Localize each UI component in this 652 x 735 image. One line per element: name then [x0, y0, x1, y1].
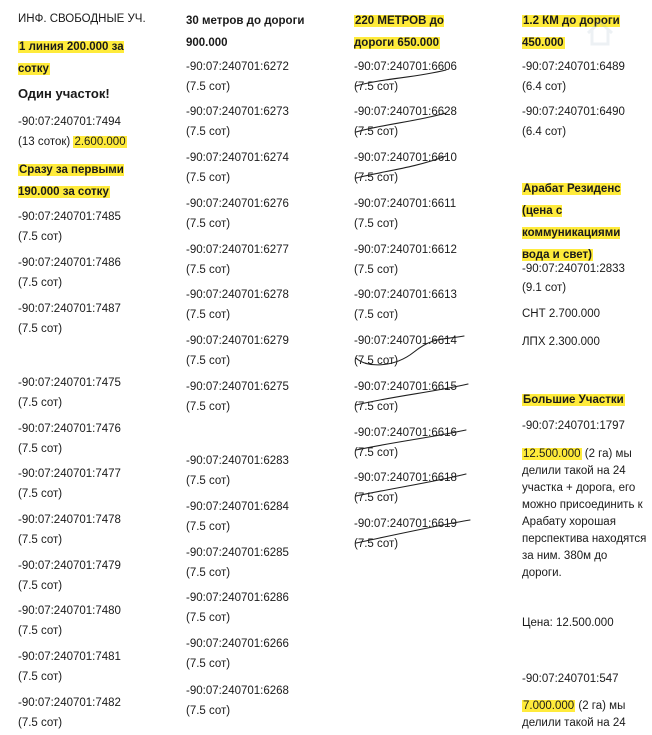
parcel-size: (7.5 сот) [18, 231, 63, 243]
parcel-size: (6.4 сот) [522, 126, 567, 138]
parcel-id: -90:07:240701:6619 [354, 518, 457, 530]
parcel-size: (7.5 сот) [186, 612, 231, 624]
column-header: 30 метров до дороги 900.000 [186, 15, 305, 49]
parcel-id: -90:07:240701:1797 [522, 420, 625, 432]
house-icon [585, 18, 615, 48]
big-plot-description: 7.000.000 (2 га) мы делили такой на 24 [522, 700, 626, 729]
parcel-id: -90:07:240701:6615 [354, 381, 457, 393]
one-plot-note: Один участок! [18, 86, 110, 101]
parcel-id: -90:07:240701:6275 [186, 381, 289, 393]
parcel-size: (7.5 сот) [354, 447, 399, 459]
parcel-size: (7.5 сот) [18, 625, 63, 637]
parcel-id: -90:07:240701:6284 [186, 501, 289, 513]
snt-price: СНТ 2.700.000 [522, 308, 600, 320]
parcel-id: -90:07:240701:7480 [18, 605, 121, 617]
parcel-id: -90:07:240701:6489 [522, 61, 625, 73]
parcel-size: (7.5 сот) [186, 309, 231, 321]
parcel-id: -90:07:240701:7486 [18, 257, 121, 269]
parcel-size: (7.5 сот) [18, 277, 63, 289]
parcel-size: (7.5 сот) [186, 401, 231, 413]
parcel-size: (7.5 сот) [354, 401, 399, 413]
watermark-logo [585, 18, 649, 58]
parcel-size: (7.5 сот) [18, 323, 63, 335]
parcel-id: -90:07:240701:6285 [186, 547, 289, 559]
parcel-size: (7.5 сот) [18, 671, 63, 683]
parcel-id: -90:07:240701:6614 [354, 335, 457, 347]
parcel-id: -90:07:240701:6274 [186, 152, 289, 164]
parcel-size: (7.5 сот) [354, 264, 399, 276]
parcel-id: -90:07:240701:7487 [18, 303, 121, 315]
parcel-size: (7.5 сот) [18, 397, 63, 409]
parcel-size: (7.5 сот) [18, 717, 63, 729]
parcel-id: -90:07:240701:6272 [186, 61, 289, 73]
parcel-id: -90:07:240701:7482 [18, 697, 121, 709]
parcel-size: (7.5 сот) [354, 309, 399, 321]
price-highlight: 7.000.000 [523, 700, 575, 712]
parcel-size: (7.5 сот) [354, 126, 399, 138]
parcel-size: (7.5 сот) [186, 705, 231, 717]
parcel-id: -90:07:240701:6278 [186, 289, 289, 301]
parcel-id: -90:07:240701:6276 [186, 198, 289, 210]
parcel-id: -90:07:240701:6613 [354, 289, 457, 301]
parcel-id: -90:07:240701:6612 [354, 244, 457, 256]
parcel-id: -90:07:240701:7475 [18, 377, 121, 389]
parcel-size: (7.5 сот) [354, 218, 399, 230]
price-highlight: 12.500.000 [523, 448, 581, 460]
parcel-id: -90:07:240701:7478 [18, 514, 121, 526]
big-plot-price: Цена: 12.500.000 [522, 617, 614, 629]
parcel-size: (7.5 сот) [18, 580, 63, 592]
parcel-size: (7.5 сот) [18, 443, 63, 455]
parcel-size: (7.5 сот) [354, 538, 399, 550]
parcel-size: (7.5 сот) [186, 475, 231, 487]
parcel-id: -90:07:240701:6616 [354, 427, 457, 439]
parcel-id: -90:07:240701:6266 [186, 638, 289, 650]
parcel-size: (6.4 сот) [522, 81, 567, 93]
parcel-size: (7.5 сот) [186, 567, 231, 579]
ararat-header: Арабат Резиденс (цена с коммуникациями вода и свет) [522, 183, 621, 261]
parcel-size: (7.5 сот) [186, 521, 231, 533]
lph-price: ЛПХ 2.300.000 [522, 336, 600, 348]
parcel-id: -90:07:240701:2833 [522, 263, 625, 275]
parcel-size: (7.5 сот) [186, 355, 231, 367]
column-header: 1.2 КМ до дороги 450.000 [522, 15, 620, 49]
parcel-size: (7.5 сот) [186, 218, 231, 230]
parcel-id: -90:07:240701:7481 [18, 651, 121, 663]
parcel-size: (7.5 сот) [354, 81, 399, 93]
parcel-size: (7.5 сот) [354, 492, 399, 504]
parcel-id: -90:07:240701:6628 [354, 106, 457, 118]
parcel-id: -90:07:240701:6277 [186, 244, 289, 256]
parcel-size: (7.5 сот) [186, 264, 231, 276]
parcel-id: -90:07:240701:6286 [186, 592, 289, 604]
parcel-id: -90:07:240701:6268 [186, 685, 289, 697]
parcel-size: (7.5 сот) [186, 172, 231, 184]
parcel-id: -90:07:240701:6610 [354, 152, 457, 164]
parcel-id: -90:07:240701:7485 [18, 211, 121, 223]
parcel-size: (7.5 сот) [18, 488, 63, 500]
after-first-header: Сразу за первыми 190.000 за сотку [18, 164, 124, 198]
parcel-size: (7.5 сот) [354, 172, 399, 184]
parcel-size: (7.5 сот) [186, 126, 231, 138]
parcel-id: -90:07:240701:6273 [186, 106, 289, 118]
parcel-id: -90:07:240701:7479 [18, 560, 121, 572]
parcel-id: -90:07:240701:7477 [18, 468, 121, 480]
parcel-id: -90:07:240701:6618 [354, 472, 457, 484]
doc-title: ИНФ. СВОБОДНЫЕ УЧ. [18, 13, 146, 25]
first-line-header: 1 линия 200.000 за сотку [18, 41, 124, 75]
parcel-id: -90:07:240701:547 [522, 673, 619, 685]
price-highlight: 2.600.000 [74, 136, 126, 148]
parcel-size: (9.1 сот) [522, 282, 567, 294]
parcel-id: -90:07:240701:7494 [18, 116, 121, 128]
parcel-id: -90:07:240701:6283 [186, 455, 289, 467]
column-header: 220 МЕТРОВ до дороги 650.000 [354, 15, 444, 49]
parcel-size: (7.5 сот) [354, 355, 399, 367]
big-plots-header: Большие Участки [523, 394, 624, 406]
parcel-size: (7.5 сот) [186, 81, 231, 93]
parcel-id: -90:07:240701:6279 [186, 335, 289, 347]
parcel-size: (7.5 сот) [18, 534, 63, 546]
parcel-size-price: (13 соток) 2.600.000 [18, 136, 126, 148]
parcel-id: -90:07:240701:6611 [354, 198, 457, 210]
parcel-id: -90:07:240701:6606 [354, 61, 457, 73]
parcel-id: -90:07:240701:7476 [18, 423, 121, 435]
big-plot-description: 12.500.000 (2 га) мы делили такой на 24 участка + дорога, его можно присоединить к Арабату хорошая перспектива находятся за ним. 380м до дороги. [522, 448, 647, 579]
parcel-id: -90:07:240701:6490 [522, 106, 625, 118]
parcel-size: (7.5 сот) [186, 658, 231, 670]
